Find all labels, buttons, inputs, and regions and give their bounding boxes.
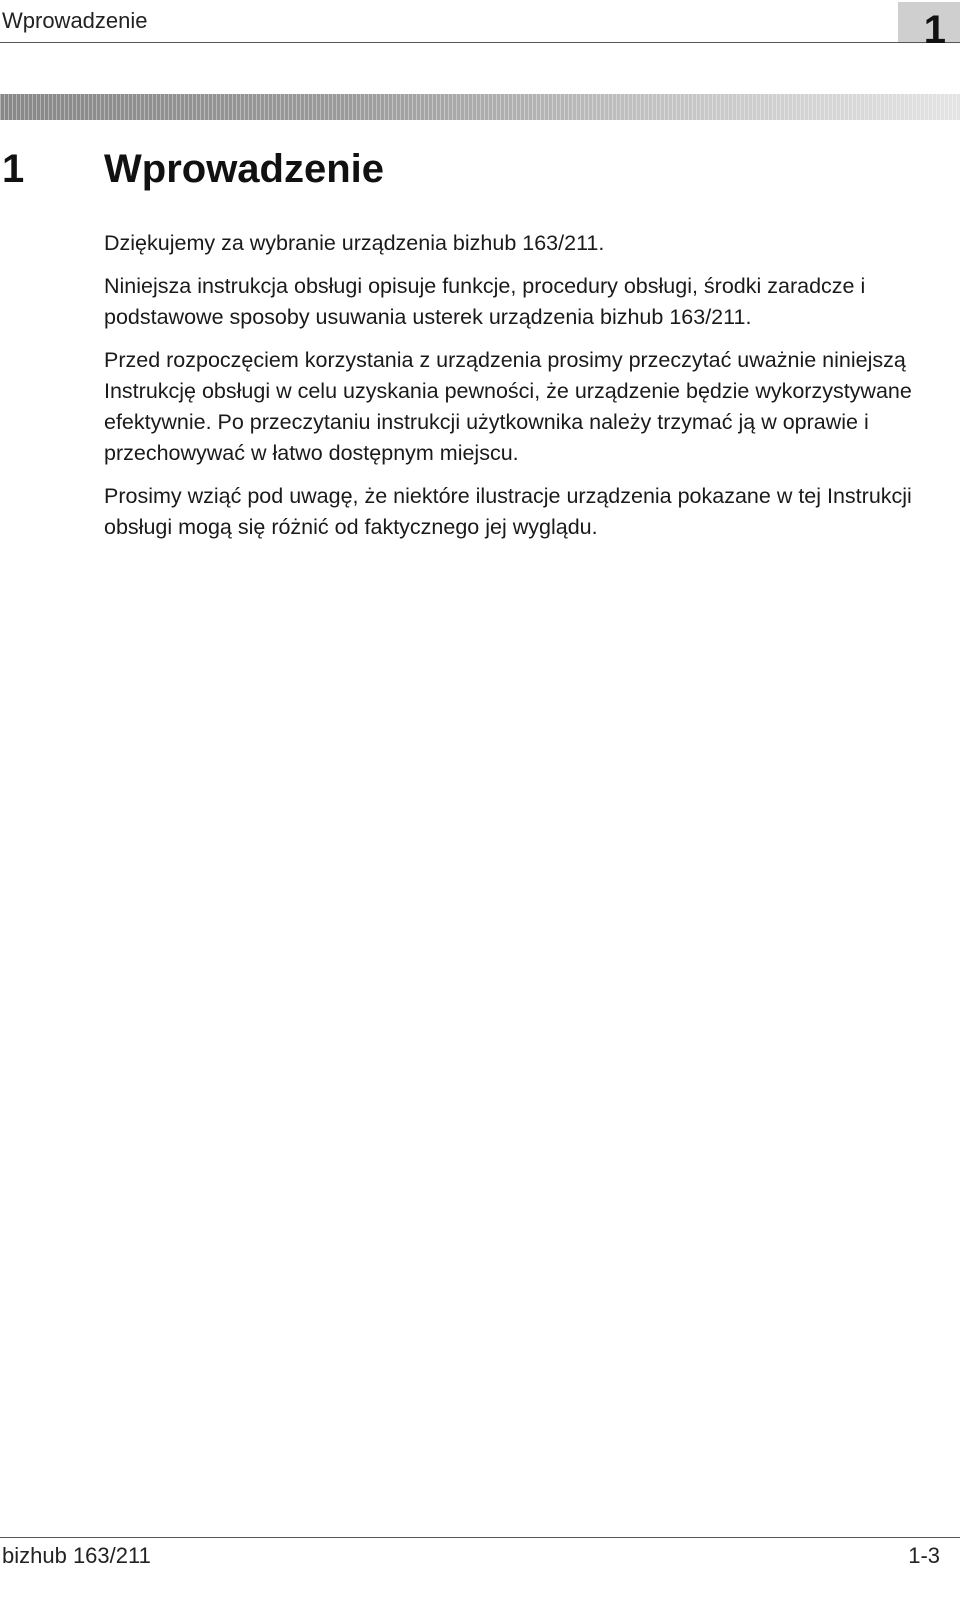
decorative-gradient-bar <box>0 94 960 120</box>
footer-page-number: 1-3 <box>908 1543 940 1568</box>
chapter-tab <box>898 2 960 52</box>
chapter-heading <box>0 146 960 196</box>
chapter-title: Wprowadzenie <box>104 147 385 191</box>
chapter-tab-number: 1 <box>923 8 946 52</box>
running-footer <box>0 1537 960 1577</box>
paragraph: Prosimy wziąć pod uwagę, że niektóre ilustracje urządzenia pokazane w tej Instrukcji obsługi mogą się różnić od faktycznego jej wyglądu. <box>104 484 912 539</box>
paragraph: Dziękujemy za wybranie urządzenia bizhub 163/211. <box>104 231 605 255</box>
body-text <box>104 228 956 555</box>
paragraph: Niniejsza instrukcja obsługi opisuje funkcje, procedury obsługi, środki zaradcze i podstawowe sposoby usuwania usterek urządzenia bizhub 163/211. <box>104 274 866 329</box>
running-header <box>0 0 960 46</box>
footer-product-name: bizhub 163/211 <box>2 1543 151 1568</box>
chapter-number: 1 <box>2 147 25 191</box>
paragraph: Przed rozpoczęciem korzystania z urządzenia prosimy przeczytać uważnie niniejszą Instrukcję obsługi w celu uzyskania pewności, że urządzenie będzie wykorzystywane efektywnie. Po przeczytaniu instrukcji użytkownika należy trzymać ją w oprawie i przechowywać w łatwo dostępnym miejscu. <box>104 348 912 465</box>
header-divider <box>0 42 960 43</box>
running-header-section-name: Wprowadzenie <box>2 8 148 33</box>
footer-divider <box>0 1537 960 1538</box>
